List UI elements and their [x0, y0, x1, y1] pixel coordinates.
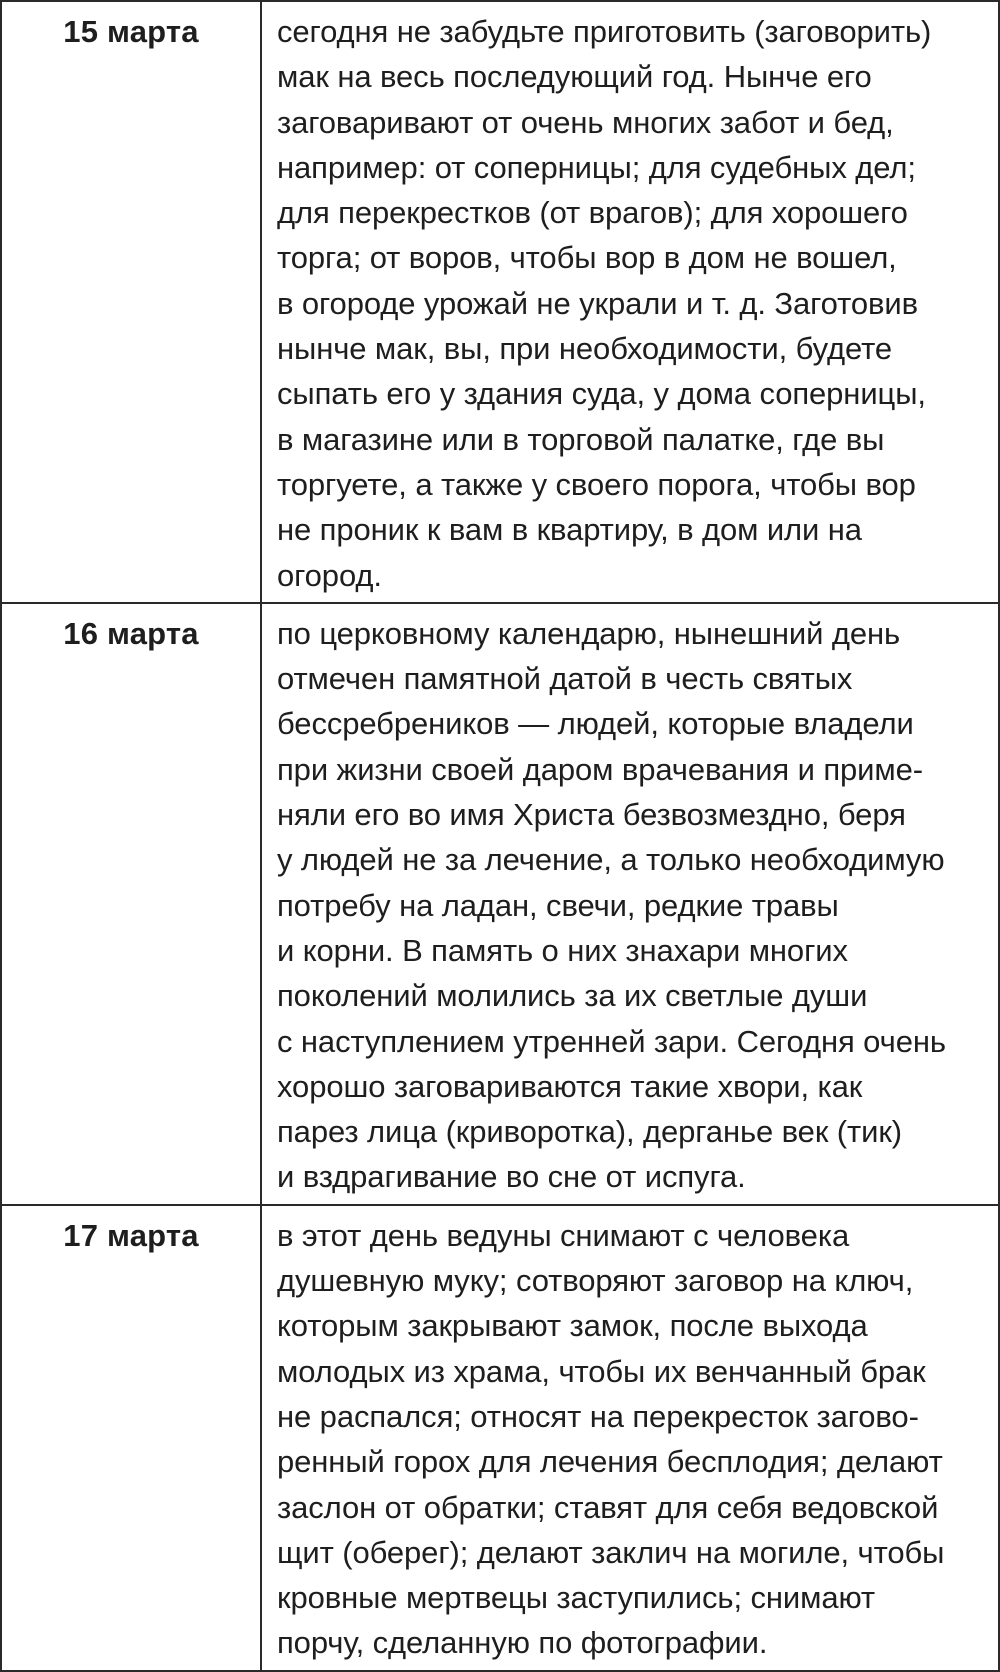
calendar-row	[1, 1205, 999, 1671]
description-line: хорошо заговариваются такие хвори, как	[277, 1068, 863, 1104]
description-line: кровные мертвецы заступились; снимают	[277, 1580, 876, 1616]
description-cell	[261, 1, 999, 603]
calendar-table-body	[1, 1, 999, 1671]
description-line: по церковному календарю, нынешний день	[277, 615, 901, 651]
description-line: ренный горох для лечения бесплодия; делают	[277, 1444, 943, 1480]
description-line: щит (оберег); делают заклич на могиле, чтобы	[277, 1534, 945, 1570]
description-line: няли его во имя Христа безвозмездно, беря	[277, 797, 906, 833]
date-label: 17 марта	[63, 1217, 199, 1253]
date-cell	[1, 1, 261, 603]
description-line: сегодня не забудьте приготовить (заговорить)	[277, 14, 932, 49]
description-line: у людей не за лечение, а только необходимую	[277, 842, 945, 878]
calendar-row	[1, 603, 999, 1205]
date-label: 16 марта	[63, 615, 199, 651]
description-line: не распался; относят на перекресток загово-	[277, 1398, 919, 1434]
description-line: порчу, сделанную по фотографии.	[277, 1625, 768, 1661]
description-line: заслон от обратки; ставят для себя ведовской	[277, 1489, 939, 1525]
description-line: парез лица (криворотка), дерганье век (тик)	[277, 1114, 903, 1150]
description-line: в огороде урожай не украли и т. д. Заготовив	[277, 285, 918, 321]
calendar-row	[1, 1, 999, 603]
description-line: в магазине или в торговой палатке, где вы	[277, 421, 885, 457]
description-line: бессребреников — людей, которые владели	[277, 706, 914, 742]
description-cell	[261, 603, 999, 1205]
description-line: сыпать его у здания суда, у дома соперницы,	[277, 376, 926, 412]
date-cell	[1, 1205, 261, 1671]
date-cell	[1, 603, 261, 1205]
description-line: огород.	[277, 557, 382, 593]
description-line: не проник к вам в квартиру, в дом или на	[277, 512, 862, 548]
date-label: 15 марта	[63, 14, 199, 49]
description-line: потребу на ладан, свечи, редкие травы	[277, 887, 839, 923]
description-line: поколений молились за их светлые души	[277, 978, 868, 1014]
description-line: молодых из храма, чтобы их венчанный брак	[277, 1353, 926, 1389]
description-line: торга; от воров, чтобы вор в дом не вошел,	[277, 240, 897, 276]
description-line: и корни. В память о них знахари многих	[277, 932, 848, 968]
description-line: например: от соперницы; для судебных дел;	[277, 149, 916, 185]
description-line: нынче мак, вы, при необходимости, будете	[277, 331, 892, 367]
description-cell	[261, 1205, 999, 1671]
description-line: душевную муку; сотворяют заговор на ключ,	[277, 1263, 914, 1299]
description-line: с наступлением утренней зари. Сегодня очень	[277, 1023, 946, 1059]
description-line: которым закрывают замок, после выхода	[277, 1308, 868, 1344]
description-line: при жизни своей даром врачевания и приме-	[277, 751, 923, 787]
description-line: торгуете, а также у своего порога, чтобы вор	[277, 466, 916, 502]
description-line: заговаривают от очень многих забот и бед,	[277, 104, 894, 140]
description-line: отмечен памятной датой в честь святых	[277, 661, 853, 697]
description-line: для перекрестков (от врагов); для хорошего	[277, 195, 908, 231]
description-line: и вздрагивание во сне от испуга.	[277, 1159, 746, 1195]
description-line: в этот день ведуны снимают с человека	[277, 1217, 850, 1253]
description-line: мак на весь последующий год. Нынче его	[277, 59, 872, 95]
